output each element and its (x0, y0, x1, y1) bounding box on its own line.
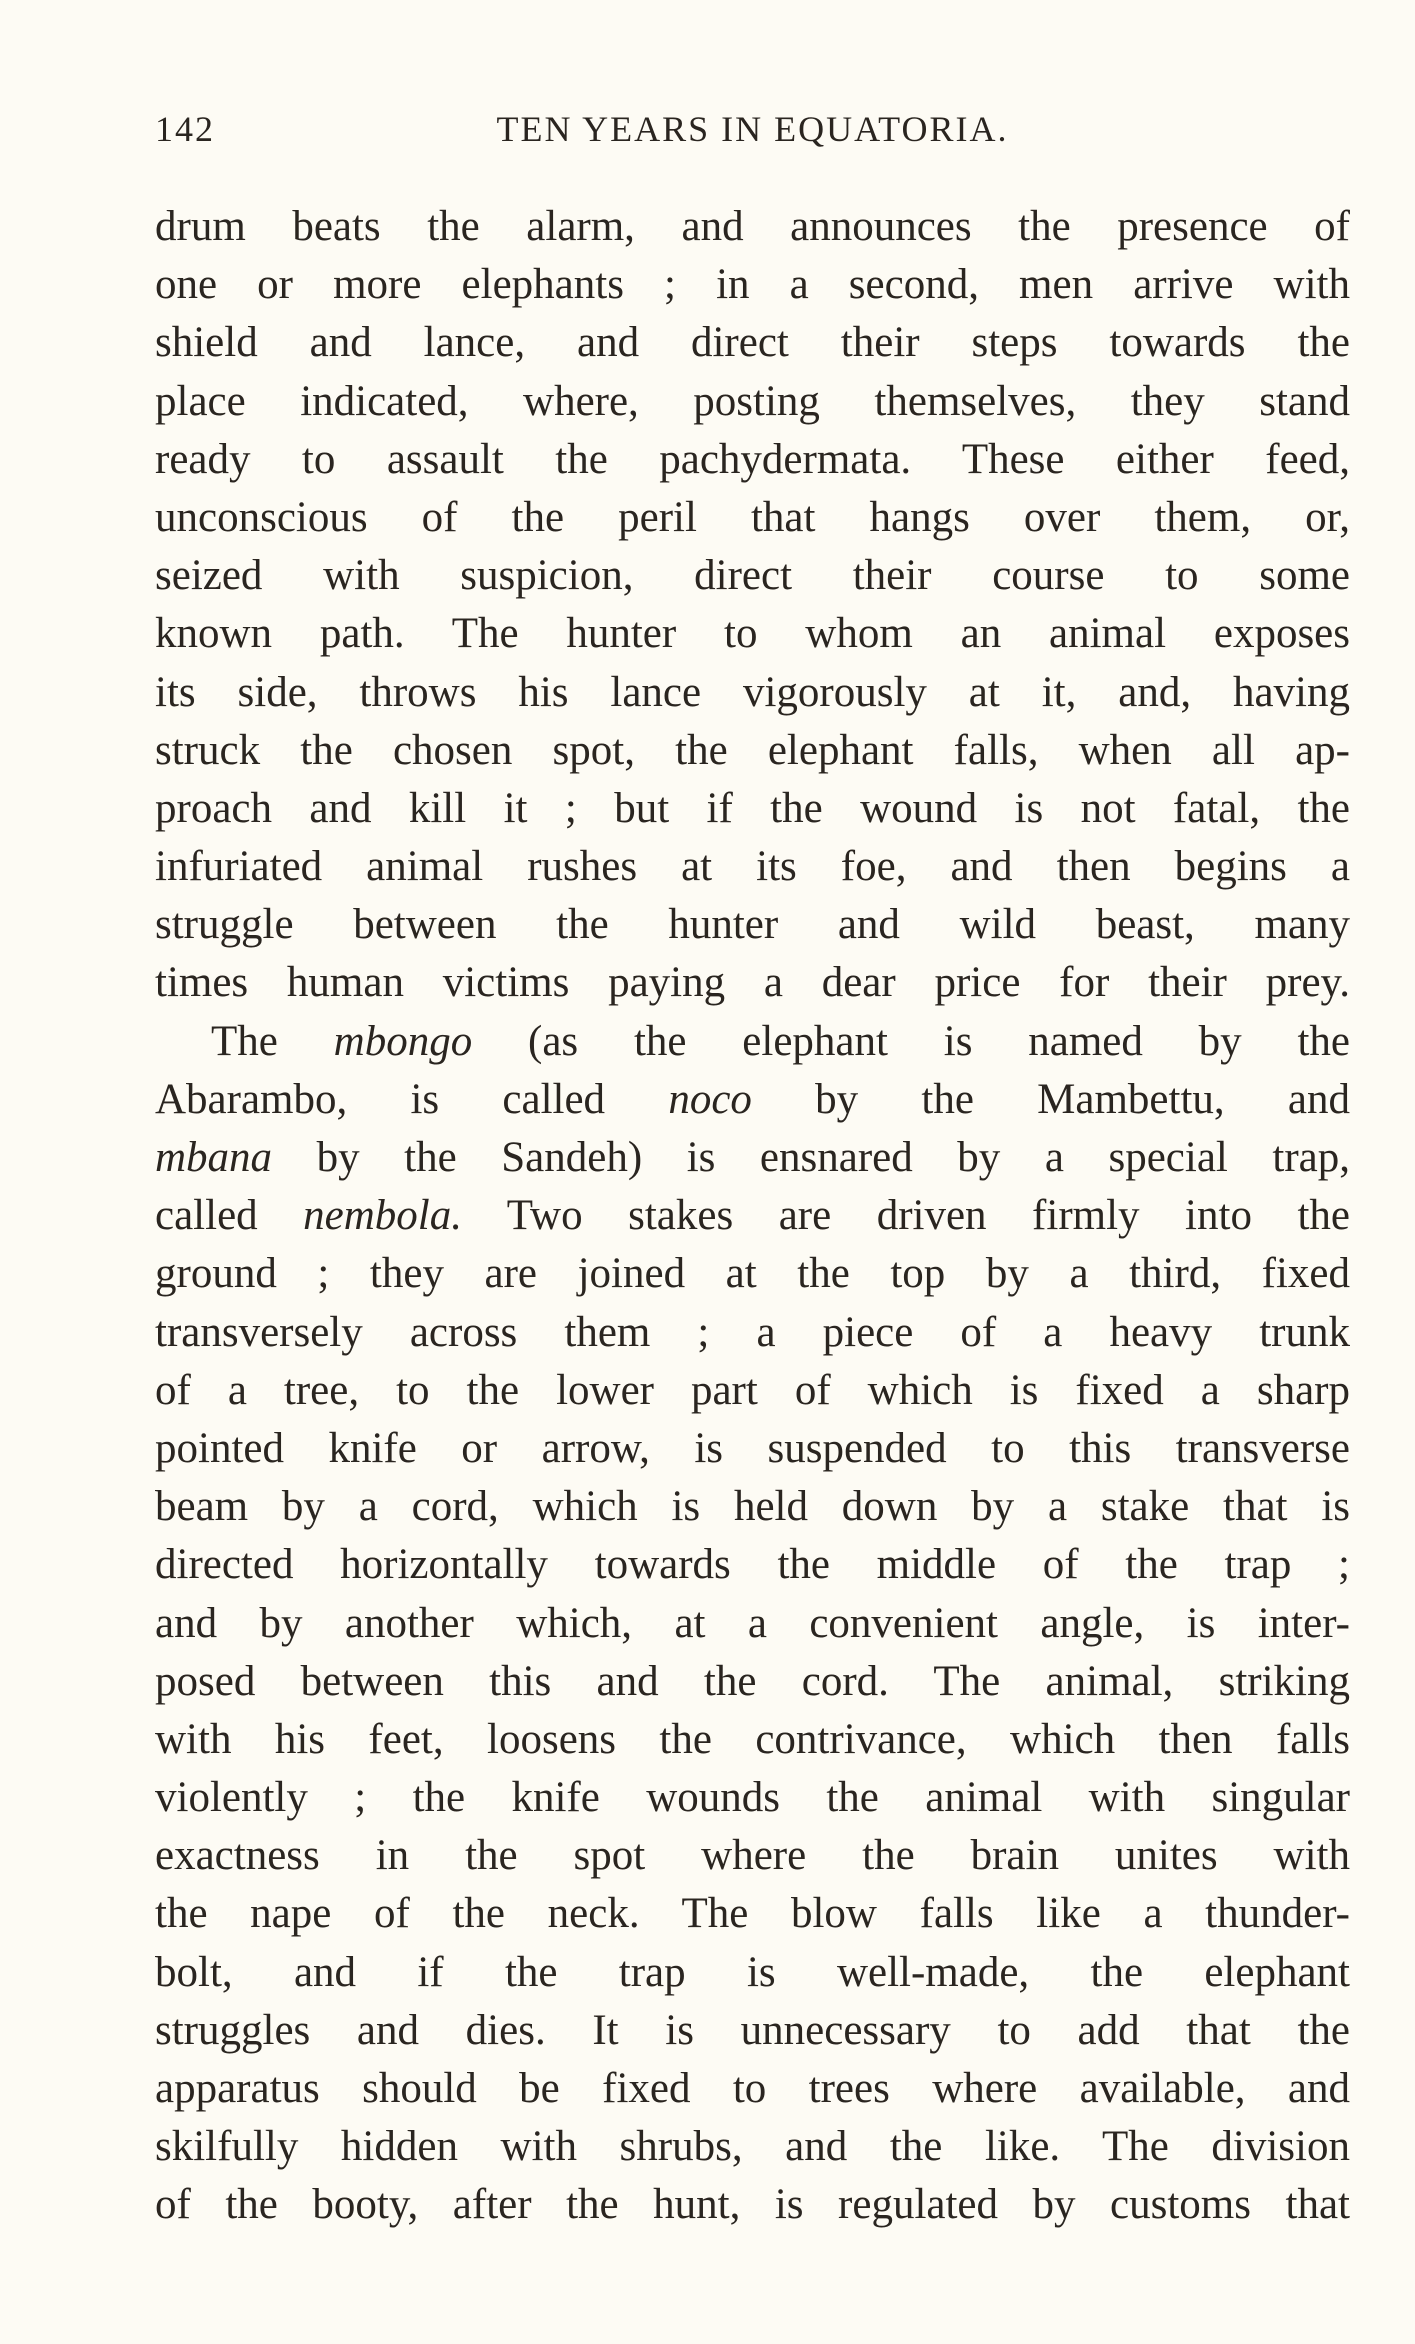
text-run: skilfully hidden with shrubs, and the like. The division (155, 2123, 1350, 2171)
text-run: known path. The hunter to whom an animal exposes (155, 610, 1350, 658)
text-line (155, 1245, 1350, 1303)
text-line (155, 1827, 1350, 1885)
text-line (155, 431, 1350, 489)
text-run: shield and lance, and direct their steps towards the (155, 319, 1350, 367)
body-text (155, 198, 1350, 2235)
text-line (155, 2002, 1350, 2060)
text-run: exactness in the spot where the brain unites with (155, 1832, 1350, 1880)
text-line (155, 1711, 1350, 1769)
text-run: drum beats the alarm, and announces the presence of (155, 203, 1350, 250)
text-line (155, 2176, 1350, 2234)
text-line (155, 489, 1350, 547)
text-run: and by another which, at a convenient angle, is inter- (155, 1599, 1350, 1647)
text-line (155, 838, 1350, 896)
text-run: one or more elephants ; in a second, men arrive with (155, 261, 1350, 309)
text-run: seized with suspicion, direct their course to some (155, 552, 1350, 600)
text-run: of a tree, to the lower part of which is fixed a sharp (155, 1366, 1350, 1414)
text-run: by the Mambettu, and (751, 1075, 1350, 1123)
text-run: bolt, and if the trap is well-made, the elephant (155, 1948, 1350, 1996)
text-run: struck the chosen spot, the elephant falls, when all ap- (155, 726, 1350, 774)
text-line (155, 2060, 1350, 2118)
text-run: struggle between the hunter and wild beast, many (155, 901, 1350, 949)
text-line (155, 1013, 1350, 1071)
text-line (155, 198, 1350, 256)
text-line (155, 2118, 1350, 2176)
italic-term: noco (668, 1075, 752, 1123)
text-run: violently ; the knife wounds the animal with singular (155, 1774, 1350, 1822)
text-run: apparatus should be fixed to trees where available, and (155, 2065, 1350, 2112)
text-line (155, 1187, 1350, 1245)
text-line (155, 954, 1350, 1012)
text-line (155, 256, 1350, 314)
text-line (155, 1536, 1350, 1594)
page-number: 142 (155, 109, 215, 149)
text-line (155, 1362, 1350, 1420)
text-line (155, 314, 1350, 372)
text-run: Abarambo, is called (155, 1075, 669, 1123)
text-run: by the Sandeh) is ensnared by a special trap, (272, 1134, 1350, 1181)
text-line (155, 664, 1350, 722)
text-line (155, 1653, 1350, 1711)
text-line (155, 1769, 1350, 1827)
running-head (155, 108, 1350, 158)
italic-term: mbana (155, 1134, 273, 1181)
text-run: transversely across them ; a piece of a heavy trunk (155, 1308, 1350, 1356)
text-line (155, 1478, 1350, 1536)
italic-term: mbongo (333, 1017, 473, 1065)
text-line (155, 1944, 1350, 2002)
text-line (155, 722, 1350, 780)
text-line (155, 1071, 1350, 1129)
text-run: pointed knife or arrow, is suspended to this transverse (155, 1424, 1350, 1472)
text-run: ready to assault the pachydermata. These either feed, (155, 435, 1350, 483)
text-run: place indicated, where, posting themselves, they stand (155, 377, 1350, 425)
text-line (155, 1595, 1350, 1653)
text-line (155, 605, 1350, 663)
text-run: beam by a cord, which is held down by a stake that is (155, 1483, 1350, 1531)
text-run: called (155, 1192, 304, 1240)
running-title: TEN YEARS IN EQUATORIA. (496, 109, 1009, 149)
text-run: with his feet, loosens the contrivance, which then falls (155, 1715, 1350, 1763)
text-run: its side, throws his lance vigorously at it, and, having (155, 668, 1350, 716)
text-run: unconscious of the peril that hangs over them, or, (155, 493, 1350, 541)
text-line (155, 1420, 1350, 1478)
text-run: ground ; they are joined at the top by a third, fixed (155, 1250, 1350, 1298)
text-line (155, 896, 1350, 954)
text-run: the nape of the neck. The blow falls like a thunder- (155, 1890, 1350, 1938)
text-run: Two stakes are driven firmly into the (462, 1192, 1350, 1240)
text-line (155, 547, 1350, 605)
text-line (155, 1885, 1350, 1943)
text-run: posed between this and the cord. The animal, striking (155, 1657, 1350, 1705)
text-run: (as the elephant is named by the (472, 1017, 1350, 1065)
text-run: times human victims paying a dear price for their prey. (155, 959, 1350, 1007)
text-line (155, 373, 1350, 431)
text-run: struggles and dies. It is unnecessary to add that the (155, 2006, 1350, 2054)
text-line (155, 1304, 1350, 1362)
text-run: directed horizontally towards the middle of the trap ; (155, 1541, 1350, 1589)
text-run: proach and kill it ; but if the wound is not fatal, the (155, 784, 1350, 832)
text-line (155, 780, 1350, 838)
text-run: of the booty, after the hunt, is regulated by customs that (155, 2181, 1350, 2229)
text-run: infuriated animal rushes at its foe, and then begins a (155, 843, 1350, 891)
italic-term: nembola. (303, 1192, 463, 1240)
text-line (155, 1129, 1350, 1187)
text-run: The (211, 1017, 334, 1065)
